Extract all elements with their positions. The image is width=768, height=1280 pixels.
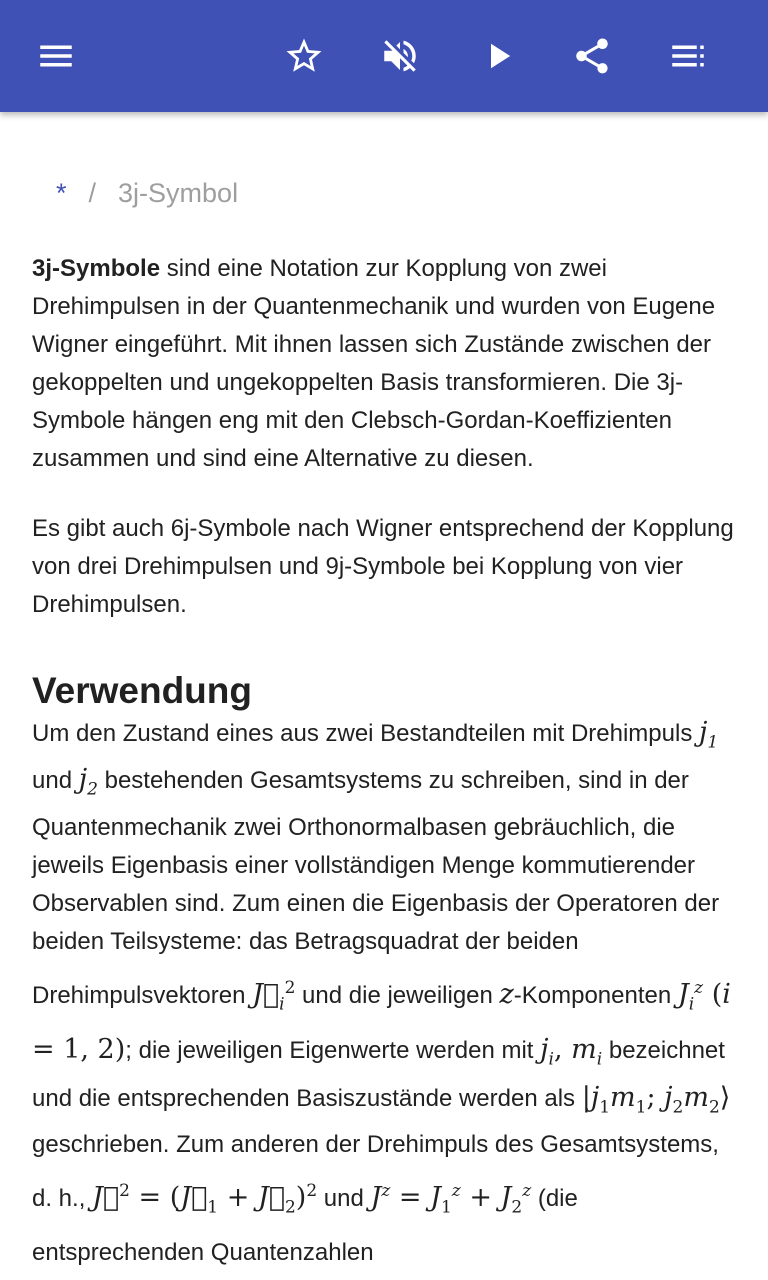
text-run: -Komponenten [513,981,678,1009]
text-run: (die entsprechenden Quantenzahlen [32,1184,578,1267]
math-ji-squared: $J⃗_i^2$ [252,977,296,1015]
section-paragraph [32,714,740,1272]
text-run: geschrieben. Zum anderen der Drehimpuls des Gesamtsystems, d. h., [32,1130,719,1212]
play-icon [477,35,519,77]
intro-paragraph [32,250,740,478]
math-ji-mi: $j_i$, $m_i$ [540,1034,603,1070]
math-jiz: $J_i^z$ (i = 1, 2) [32,977,731,1066]
menu-icon [35,35,77,77]
text-run: bestehenden Gesamtsystems zu schreiben, sind in der Quantenmechanik zwei Orthonormalbasen gebräuchlich, die jeweils Eigenbasis einer vollständigen Menge kommutierender Observablen sind. Zum einen die Eigenbasis der Operatoren der beiden Teilsysteme: das Betragsquadrat der beiden Drehimpulsvektoren [32,767,720,1009]
text-run: und [317,1184,371,1212]
math-j1: $j_1$ [698,717,719,753]
bookmark-button[interactable] [276,28,332,84]
math-total-jz: $J^z = J_1^z + J_2^z$ [370,1180,532,1218]
text-run: bezeichnet und die entsprechenden Basiszustände werden als [32,1037,725,1112]
text-run: Um den Zustand eines aus zwei Bestandteilen mit Drehimpuls [32,720,699,747]
text-run: und die jeweiligen [295,981,500,1009]
intro-paragraph-2: Es gibt auch 6j-Symbole nach Wigner entsprechend der Kopplung von drei Drehimpulsen und 9j-Symbole bei Kopplung von vier Drehimpulsen. [32,515,734,618]
intro-text: sind eine Notation zur Kopplung von zwei Drehimpulsen in der Quantenmechanik und wurden von Eugene Wigner eingeführt. Mit ihnen lassen sich Zustände zwischen der gekoppelten und ungekoppelten Basis transformieren. Die 3j-Symbole hängen eng mit den Clebsch-Gordan-Koeffizienten zusammen und sind eine Alternative zu diesen. [32,255,716,472]
breadcrumb-separator: / [88,178,97,208]
play-button[interactable] [470,28,526,84]
intro-bold-term: 3j-Symbole [32,255,161,282]
list-icon [667,35,709,77]
mute-button[interactable] [372,28,428,84]
volume-off-icon [379,35,421,77]
menu-button[interactable] [28,28,84,84]
math-j2: $j_2$ [78,764,98,800]
contents-button[interactable] [660,28,716,84]
app-toolbar [0,0,768,112]
section-heading: Verwendung [32,670,252,711]
math-z: z [499,978,514,1010]
share-button[interactable] [564,28,620,84]
breadcrumb-current: 3j-Symbol [118,178,239,208]
text-run: ; die jeweiligen Eigenwerte werden mit [125,1037,541,1065]
breadcrumb [56,178,740,222]
math-total-j-squared: J⃗$^2$ = ($J⃗_1$ + $J⃗_2)^2$ [92,1180,318,1218]
breadcrumb-home-link[interactable]: * [56,178,67,208]
article [32,150,740,1272]
star-icon [283,35,325,77]
text-run: und [32,767,79,795]
math-ket: $|j_1m_1$; $j_2m_2⟩$ [581,1081,731,1117]
share-icon [571,35,613,77]
